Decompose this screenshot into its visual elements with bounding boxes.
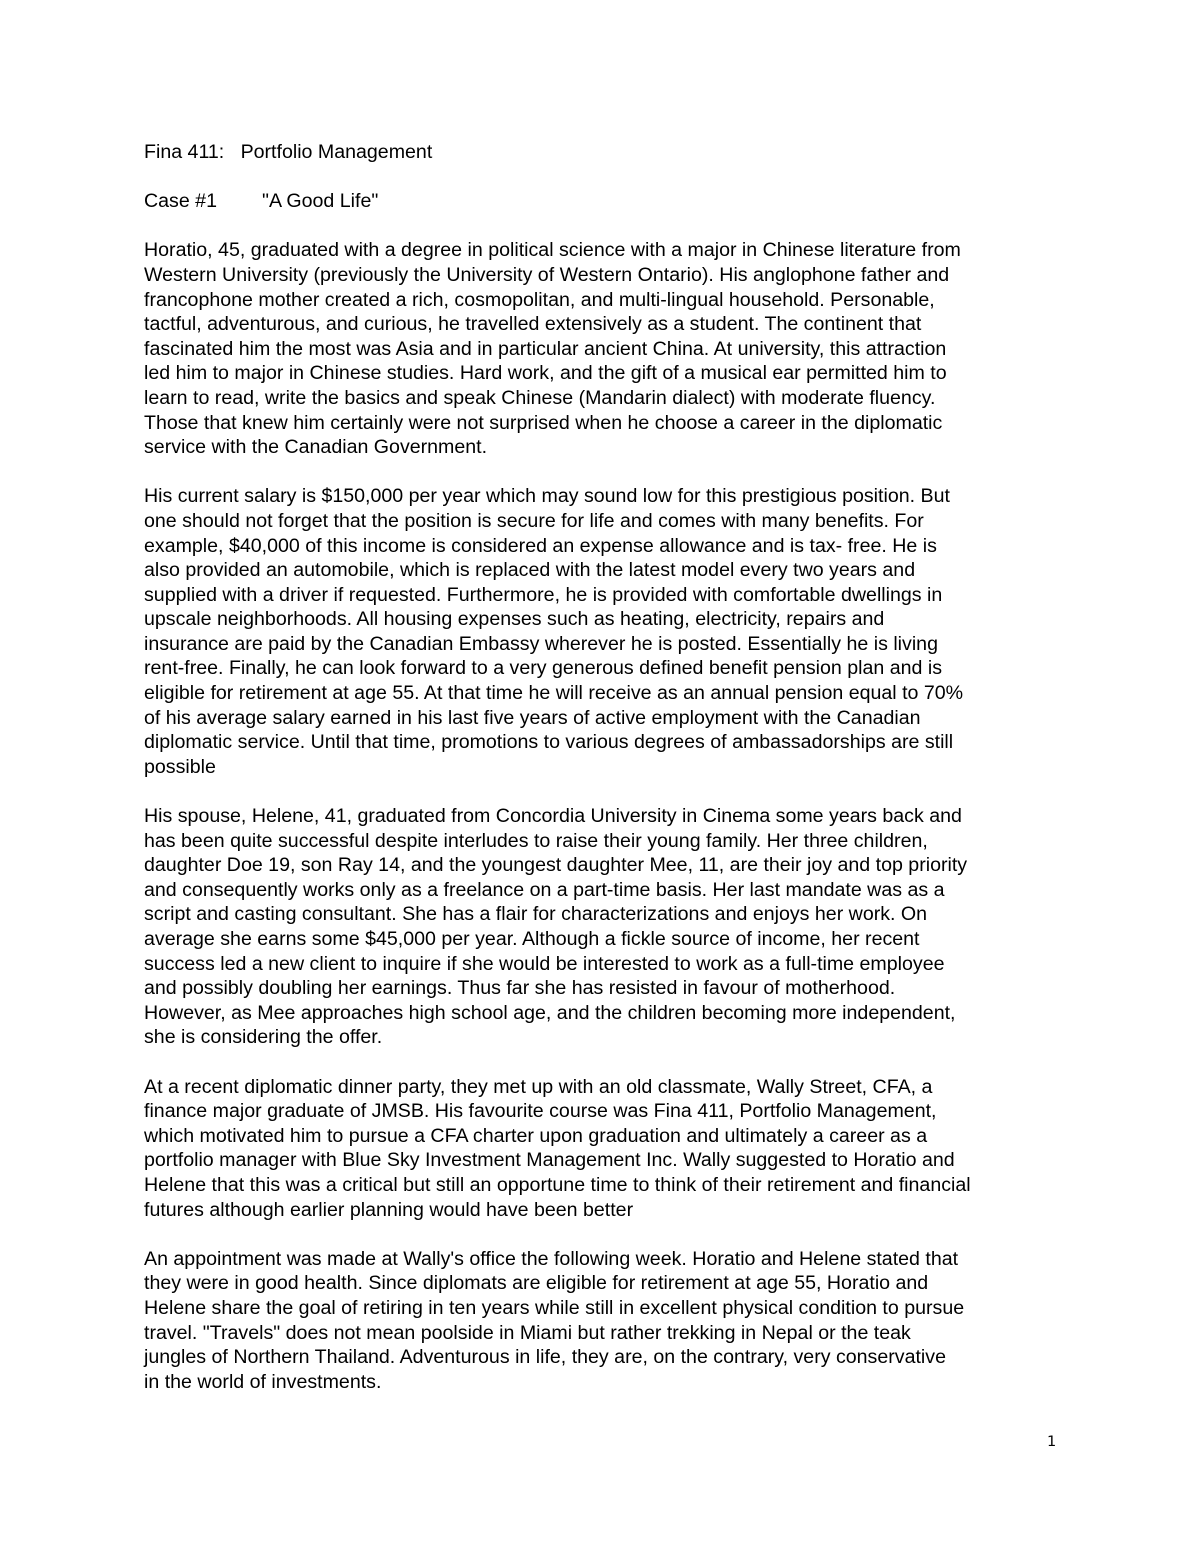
paragraph-line: tactful, adventurous, and curious, he travelled extensively as a student. The continent that [144, 313, 922, 336]
course-title: Fina 411: Portfolio Management [144, 141, 433, 163]
paragraph-line: and consequently works only as a freelance on a part-time basis. Her last mandate was as a [144, 878, 945, 901]
paragraph-line: jungles of Northern Thailand. Adventurous in life, they are, on the contrary, very conservative [144, 1346, 946, 1369]
paragraph-line: example, $40,000 of this income is considered an expense allowance and is tax- free. He is [144, 534, 937, 557]
paragraph-line: Helene that this was a critical but still an opportune time to think of their retirement and financial [144, 1173, 971, 1196]
paragraph-line: they were in good health. Since diplomats are eligible for retirement at age 55, Horatio and [144, 1272, 929, 1295]
document-body [144, 140, 1064, 1419]
paragraph-line: fascinated him the most was Asia and in particular ancient China. At university, this attraction [144, 337, 947, 360]
paragraph-line: eligible for retirement at age 55. At that time he will receive as an annual pension equal to 70% [144, 682, 964, 705]
paragraph-line: Western University (previously the University of Western Ontario). His anglophone father and [144, 263, 950, 286]
paragraph-line: daughter Doe 19, son Ray 14, and the youngest daughter Mee, 11, are their joy and top priority [144, 854, 968, 877]
case-number: Case #1 [144, 190, 217, 213]
paragraph-line: At a recent diplomatic dinner party, they met up with an old classmate, Wally Street, CFA, a [144, 1075, 933, 1098]
paragraph-line: rent-free. Finally, he can look forward to a very generous defined benefit pension plan and is [144, 657, 943, 680]
paragraph-line: An appointment was made at Wally's office the following week. Horatio and Helene stated that [144, 1247, 959, 1270]
paragraph-line: Those that knew him certainly were not surprised when he choose a career in the diplomatic [144, 411, 943, 434]
paragraph-line: and possibly doubling her earnings. Thus far she has resisted in favour of motherhood. [144, 977, 896, 1000]
paragraph-line: script and casting consultant. She has a flair for characterizations and enjoys her work. On [144, 903, 928, 926]
paragraph-line: average she earns some $45,000 per year. Although a fickle source of income, her recent [144, 928, 920, 950]
paragraph-line: supplied with a driver if requested. Furthermore, he is provided with comfortable dwellings in [144, 583, 943, 606]
paragraph [144, 804, 1064, 1050]
paragraph-line: which motivated him to pursue a CFA charter upon graduation and ultimately a career as a [144, 1124, 928, 1147]
paragraph-line: However, as Mee approaches high school age, and the children becoming more independent, [144, 1001, 956, 1024]
paragraph-line: His current salary is $150,000 per year which may sound low for this prestigious position. But [144, 485, 950, 508]
paragraph-line: also provided an automobile, which is replaced with the latest model every two years and [144, 559, 916, 582]
paragraph-line: diplomatic service. Until that time, promotions to various degrees of ambassadorships are still [144, 731, 954, 754]
paragraph-line: of his average salary earned in his last five years of active employment with the Canadian [144, 706, 921, 729]
paragraph-line: insurance are paid by the Canadian Embassy wherever he is posted. Essentially he is living [144, 632, 938, 655]
paragraph [144, 484, 1064, 779]
paragraph [144, 238, 1064, 459]
paragraph-line: learn to read, write the basics and speak Chinese (Mandarin dialect) with moderate fluency. [144, 386, 936, 409]
case-title: "A Good Life" [262, 190, 379, 213]
paragraph-line: upscale neighborhoods. All housing expenses such as heating, electricity, repairs and [144, 608, 885, 631]
paragraph-line: she is considering the offer. [144, 1026, 383, 1049]
paragraph-line: led him to major in Chinese studies. Hard work, and the gift of a musical ear permitted him to [144, 362, 947, 385]
paragraph [144, 1247, 1064, 1395]
page-number: 1 [1047, 1434, 1057, 1450]
paragraph-line: service with the Canadian Government. [144, 436, 488, 459]
paragraph-line: futures although earlier planning would have been better [144, 1198, 634, 1221]
paragraph-line: Helene share the goal of retiring in ten years while still in excellent physical condition to pursue [144, 1296, 965, 1319]
paragraph-line: travel. "Travels" does not mean poolside in Miami but rather trekking in Nepal or the teak [144, 1321, 911, 1344]
case-heading [144, 189, 1064, 214]
paragraph-line: one should not forget that the position is secure for life and comes with many benefits. For [144, 509, 924, 532]
paragraph [144, 1075, 1064, 1223]
paragraph-line: possible [144, 755, 216, 778]
paragraph-line: has been quite successful despite interludes to raise their young family. Her three children, [144, 829, 928, 852]
paragraph-line: in the world of investments. [144, 1370, 382, 1393]
paragraph-line: success led a new client to inquire if she would be interested to work as a full-time employee [144, 952, 945, 975]
paragraph-line: finance major graduate of JMSB. His favourite course was Fina 411, Portfolio Management, [144, 1100, 937, 1123]
paragraph-line: portfolio manager with Blue Sky Investment Management Inc. Wally suggested to Horatio and [144, 1149, 955, 1172]
paragraph-line: Horatio, 45, graduated with a degree in political science with a major in Chinese literature from [144, 239, 961, 262]
paragraph-line: His spouse, Helene, 41, graduated from Concordia University in Cinema some years back and [144, 805, 962, 828]
paragraphs-container [144, 238, 1064, 1394]
paragraph-line: francophone mother created a rich, cosmopolitan, and multi-lingual household. Personable, [144, 288, 935, 311]
